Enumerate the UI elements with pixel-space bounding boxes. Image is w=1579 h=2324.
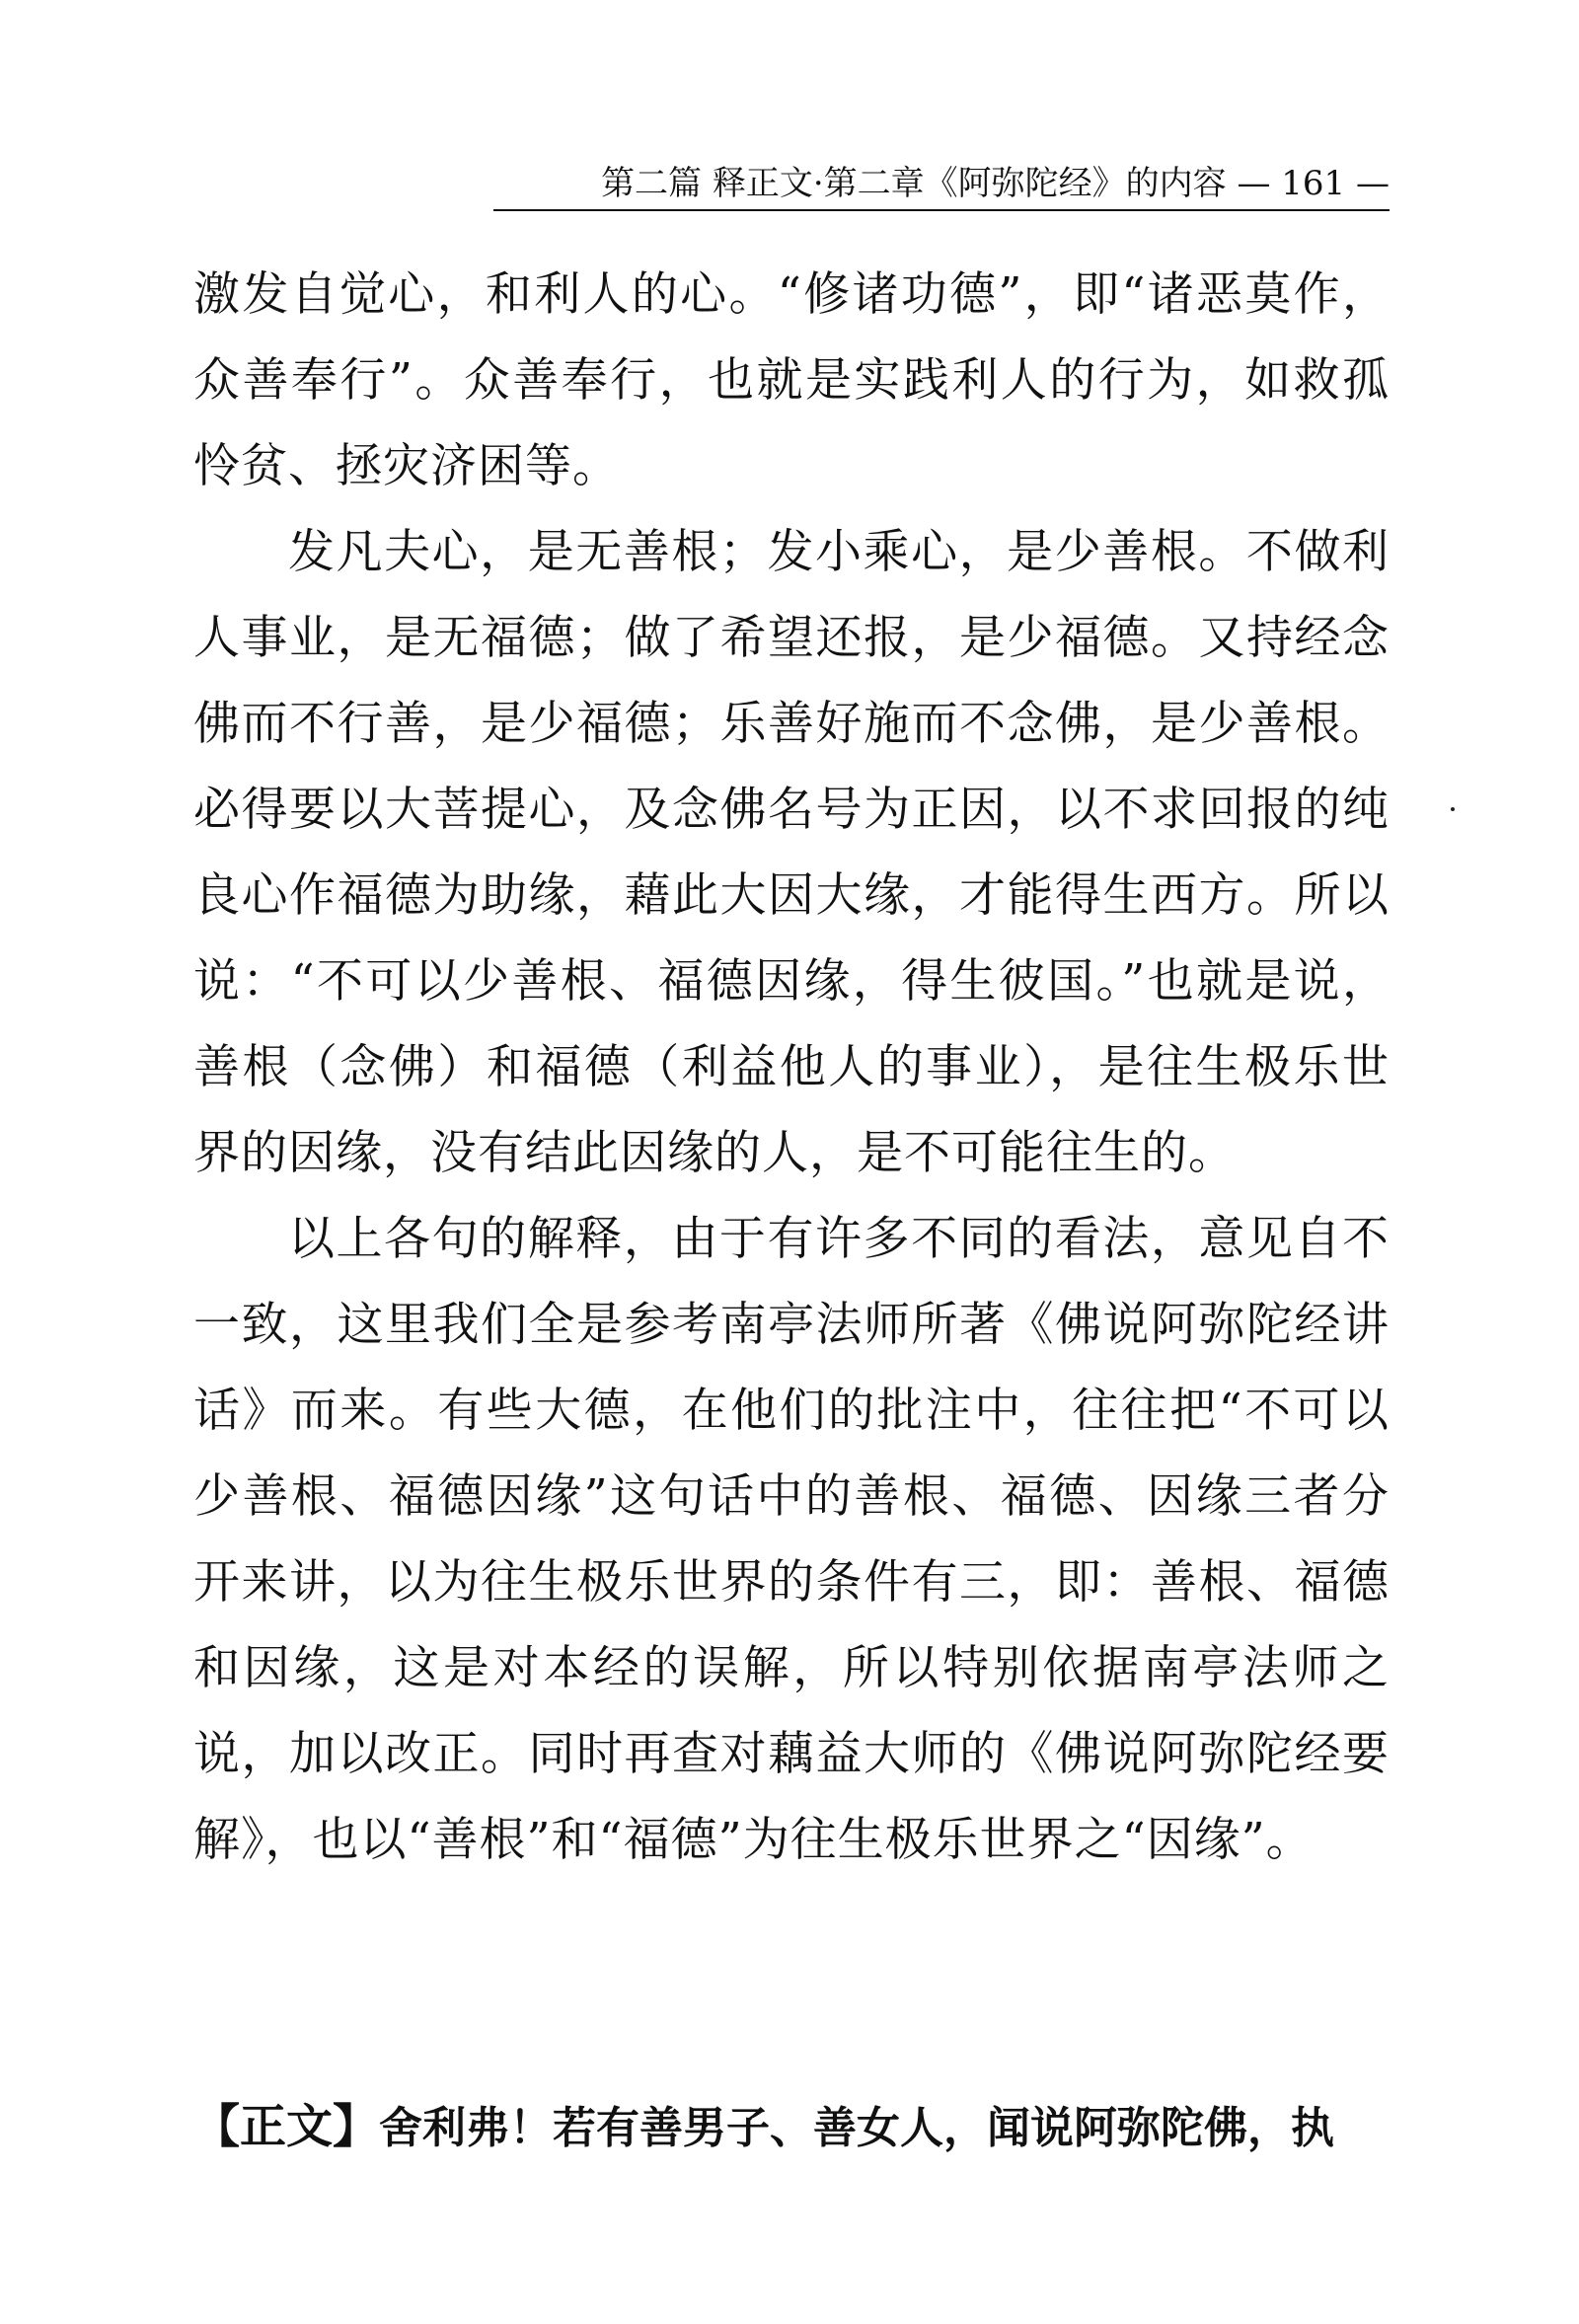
- body-text: [193, 252, 1390, 1883]
- paragraph-2: 发凡夫心，是无善根；发小乘心，是少善根。不做利人事业，是无福德；做了希望还报，是少福德。又持经念佛而不行善，是少福德；乐善好施而不念佛，是少善根。必得要以大菩提心，及念佛名号为正因，以不求回报的纯良心作福德为助缘，藉此大因大缘，才能得生西方。所以说：“不可以少善根、福德因缘，得生彼国。”也就是说，善根（念佛）和福德（利益他人的事业），是往生极乐世界的因缘，没有结此因缘的人，是不可能往生的。: [193, 525, 1390, 1180]
- header-rule: [493, 209, 1390, 211]
- scripture-label: 【正文】: [193, 2100, 379, 2154]
- scan-speck: [1451, 807, 1455, 811]
- scripture-line: [193, 2084, 1390, 2171]
- paragraph-1: 激发自觉心，和利人的心。“修诸功德”，即“诸恶莫作，众善奉行”。众善奉行，也就是实践利人的行为，如救孤怜贫、拯灾济困等。: [193, 267, 1390, 493]
- paragraph-3: 以上各句的解释，由于有许多不同的看法，意见自不一致，这里我们全是参考南亭法师所著《佛说阿弥陀经讲话》而来。有些大德，在他们的批注中，往往把“不可以少善根、福德因缘”这句话中的善根、福德、因缘三者分开来讲，以为往生极乐世界的条件有三，即：善根、福德和因缘，这是对本经的误解，所以特别依据南亭法师之说，加以改正。同时再查对藕益大师的《佛说阿弥陀经要解》，也以“善根”和“福德”为往生极乐世界之“因缘”。: [193, 1212, 1390, 1867]
- scripture-text: 舍利弗！若有善男子、善女人，闻说阿弥陀佛，执: [379, 2103, 1334, 2153]
- running-header: 第二篇 释正文·第二章《阿弥陀经》的内容 — 161 —: [601, 164, 1390, 203]
